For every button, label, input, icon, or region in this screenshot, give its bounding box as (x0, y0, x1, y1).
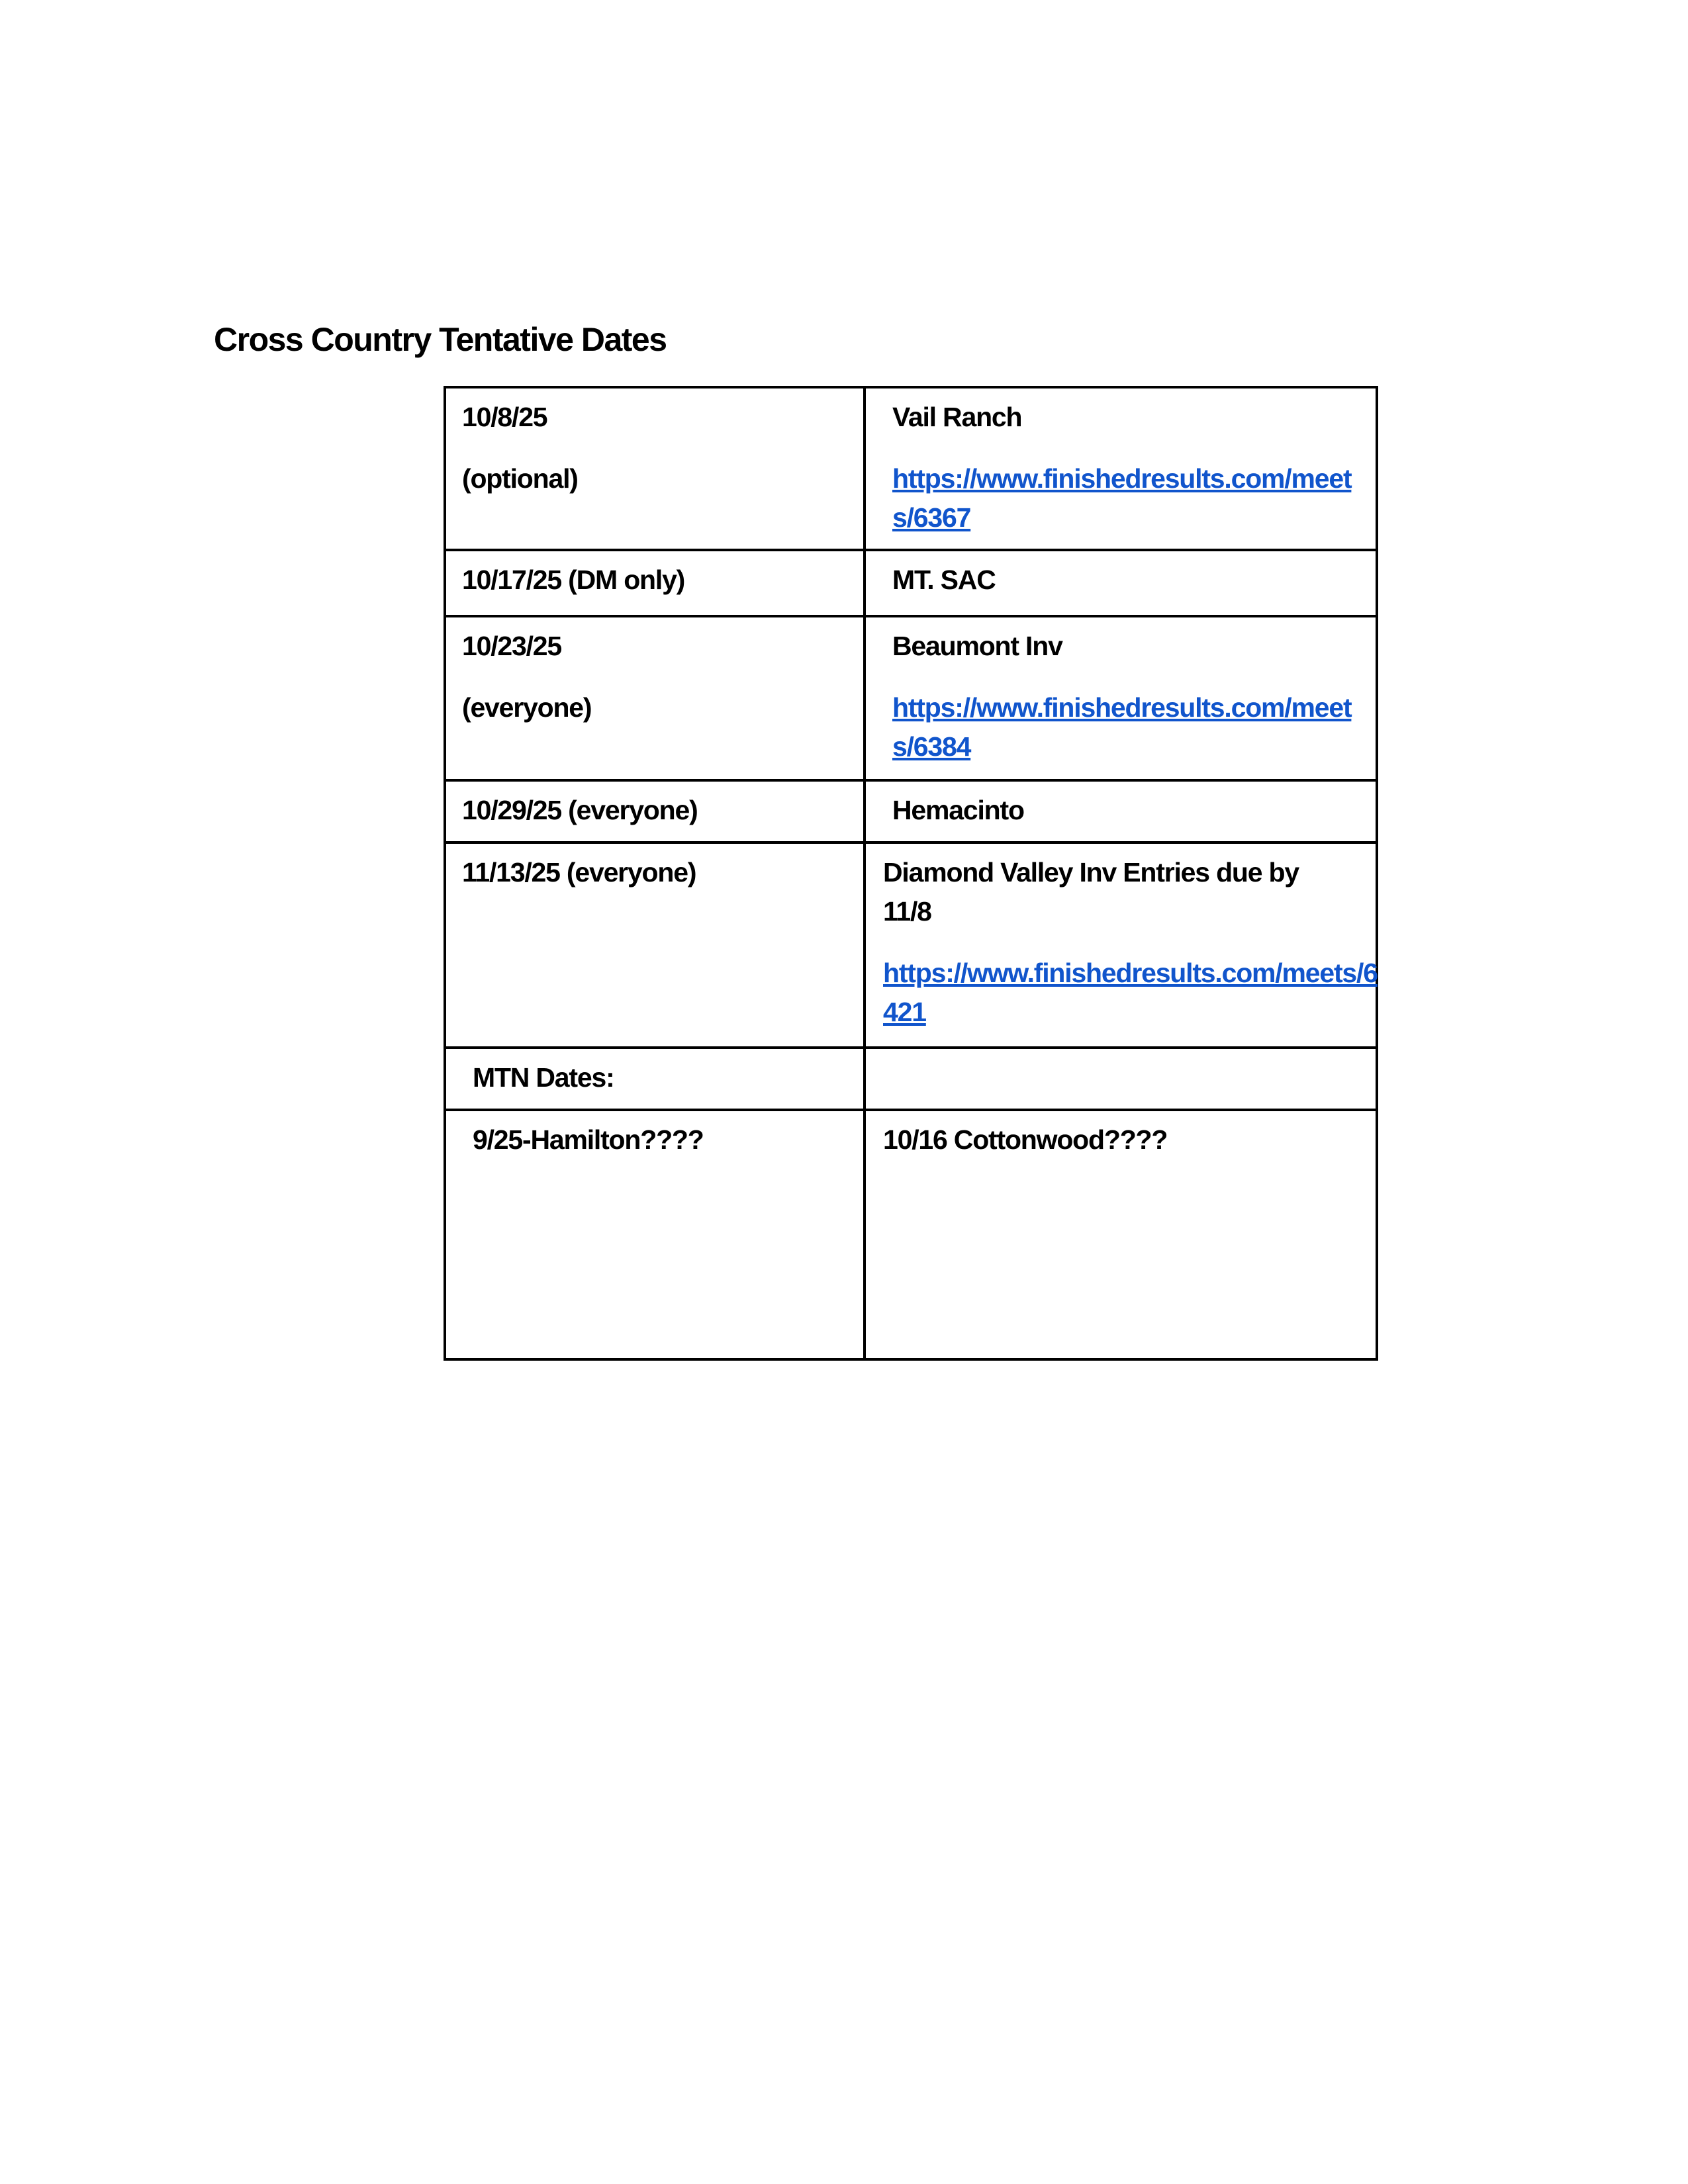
mtn-date-cell (445, 1110, 865, 1359)
table-row (445, 616, 1377, 780)
meet-name: Vail Ranch (892, 402, 1022, 432)
date-cell (445, 780, 865, 842)
meet-results-link[interactable]: https://www.finishedresults.com/meets/6421 (883, 958, 1378, 1027)
date-cell (445, 842, 865, 1048)
date-text: 10/29/25 (everyone) (462, 795, 698, 825)
meet-results-link[interactable]: https://www.finishedresults.com/meets/6367 (892, 463, 1352, 533)
table-row (445, 1048, 1377, 1110)
meet-name: Diamond Valley Inv Entries due by 11/8 (883, 857, 1299, 927)
date-text: 11/13/25 (everyone) (462, 857, 696, 887)
meet-cell (865, 550, 1377, 616)
section-label: MTN Dates: (473, 1062, 614, 1093)
date-text: 10/17/25 (DM only) (462, 565, 685, 595)
mtn-date-text: 10/16 Cottonwood???? (883, 1124, 1168, 1155)
date-cell (445, 616, 865, 780)
section-label-cell (445, 1048, 865, 1110)
meet-name: MT. SAC (892, 565, 996, 595)
meet-name: Hemacinto (892, 795, 1024, 825)
meet-results-link[interactable]: https://www.finishedresults.com/meets/6384 (892, 692, 1352, 762)
date-text: 10/8/25 (462, 402, 547, 432)
mtn-date-cell (865, 1110, 1377, 1359)
date-note: (everyone) (462, 692, 592, 723)
table-row (445, 780, 1377, 842)
meet-cell (865, 387, 1377, 550)
document-title: Cross Country Tentative Dates (214, 321, 667, 358)
date-note: (optional) (462, 463, 578, 494)
mtn-date-text: 9/25-Hamilton???? (473, 1124, 704, 1155)
meet-cell (865, 780, 1377, 842)
date-cell (445, 550, 865, 616)
meet-cell (865, 842, 1377, 1048)
table-row (445, 387, 1377, 550)
empty-cell (865, 1048, 1377, 1110)
table-row (445, 842, 1377, 1048)
date-cell (445, 387, 865, 550)
table-row (445, 1110, 1377, 1359)
meet-cell (865, 616, 1377, 780)
date-text: 10/23/25 (462, 631, 561, 661)
schedule-table (444, 386, 1378, 1361)
meet-name: Beaumont Inv (892, 631, 1062, 661)
table-row (445, 550, 1377, 616)
